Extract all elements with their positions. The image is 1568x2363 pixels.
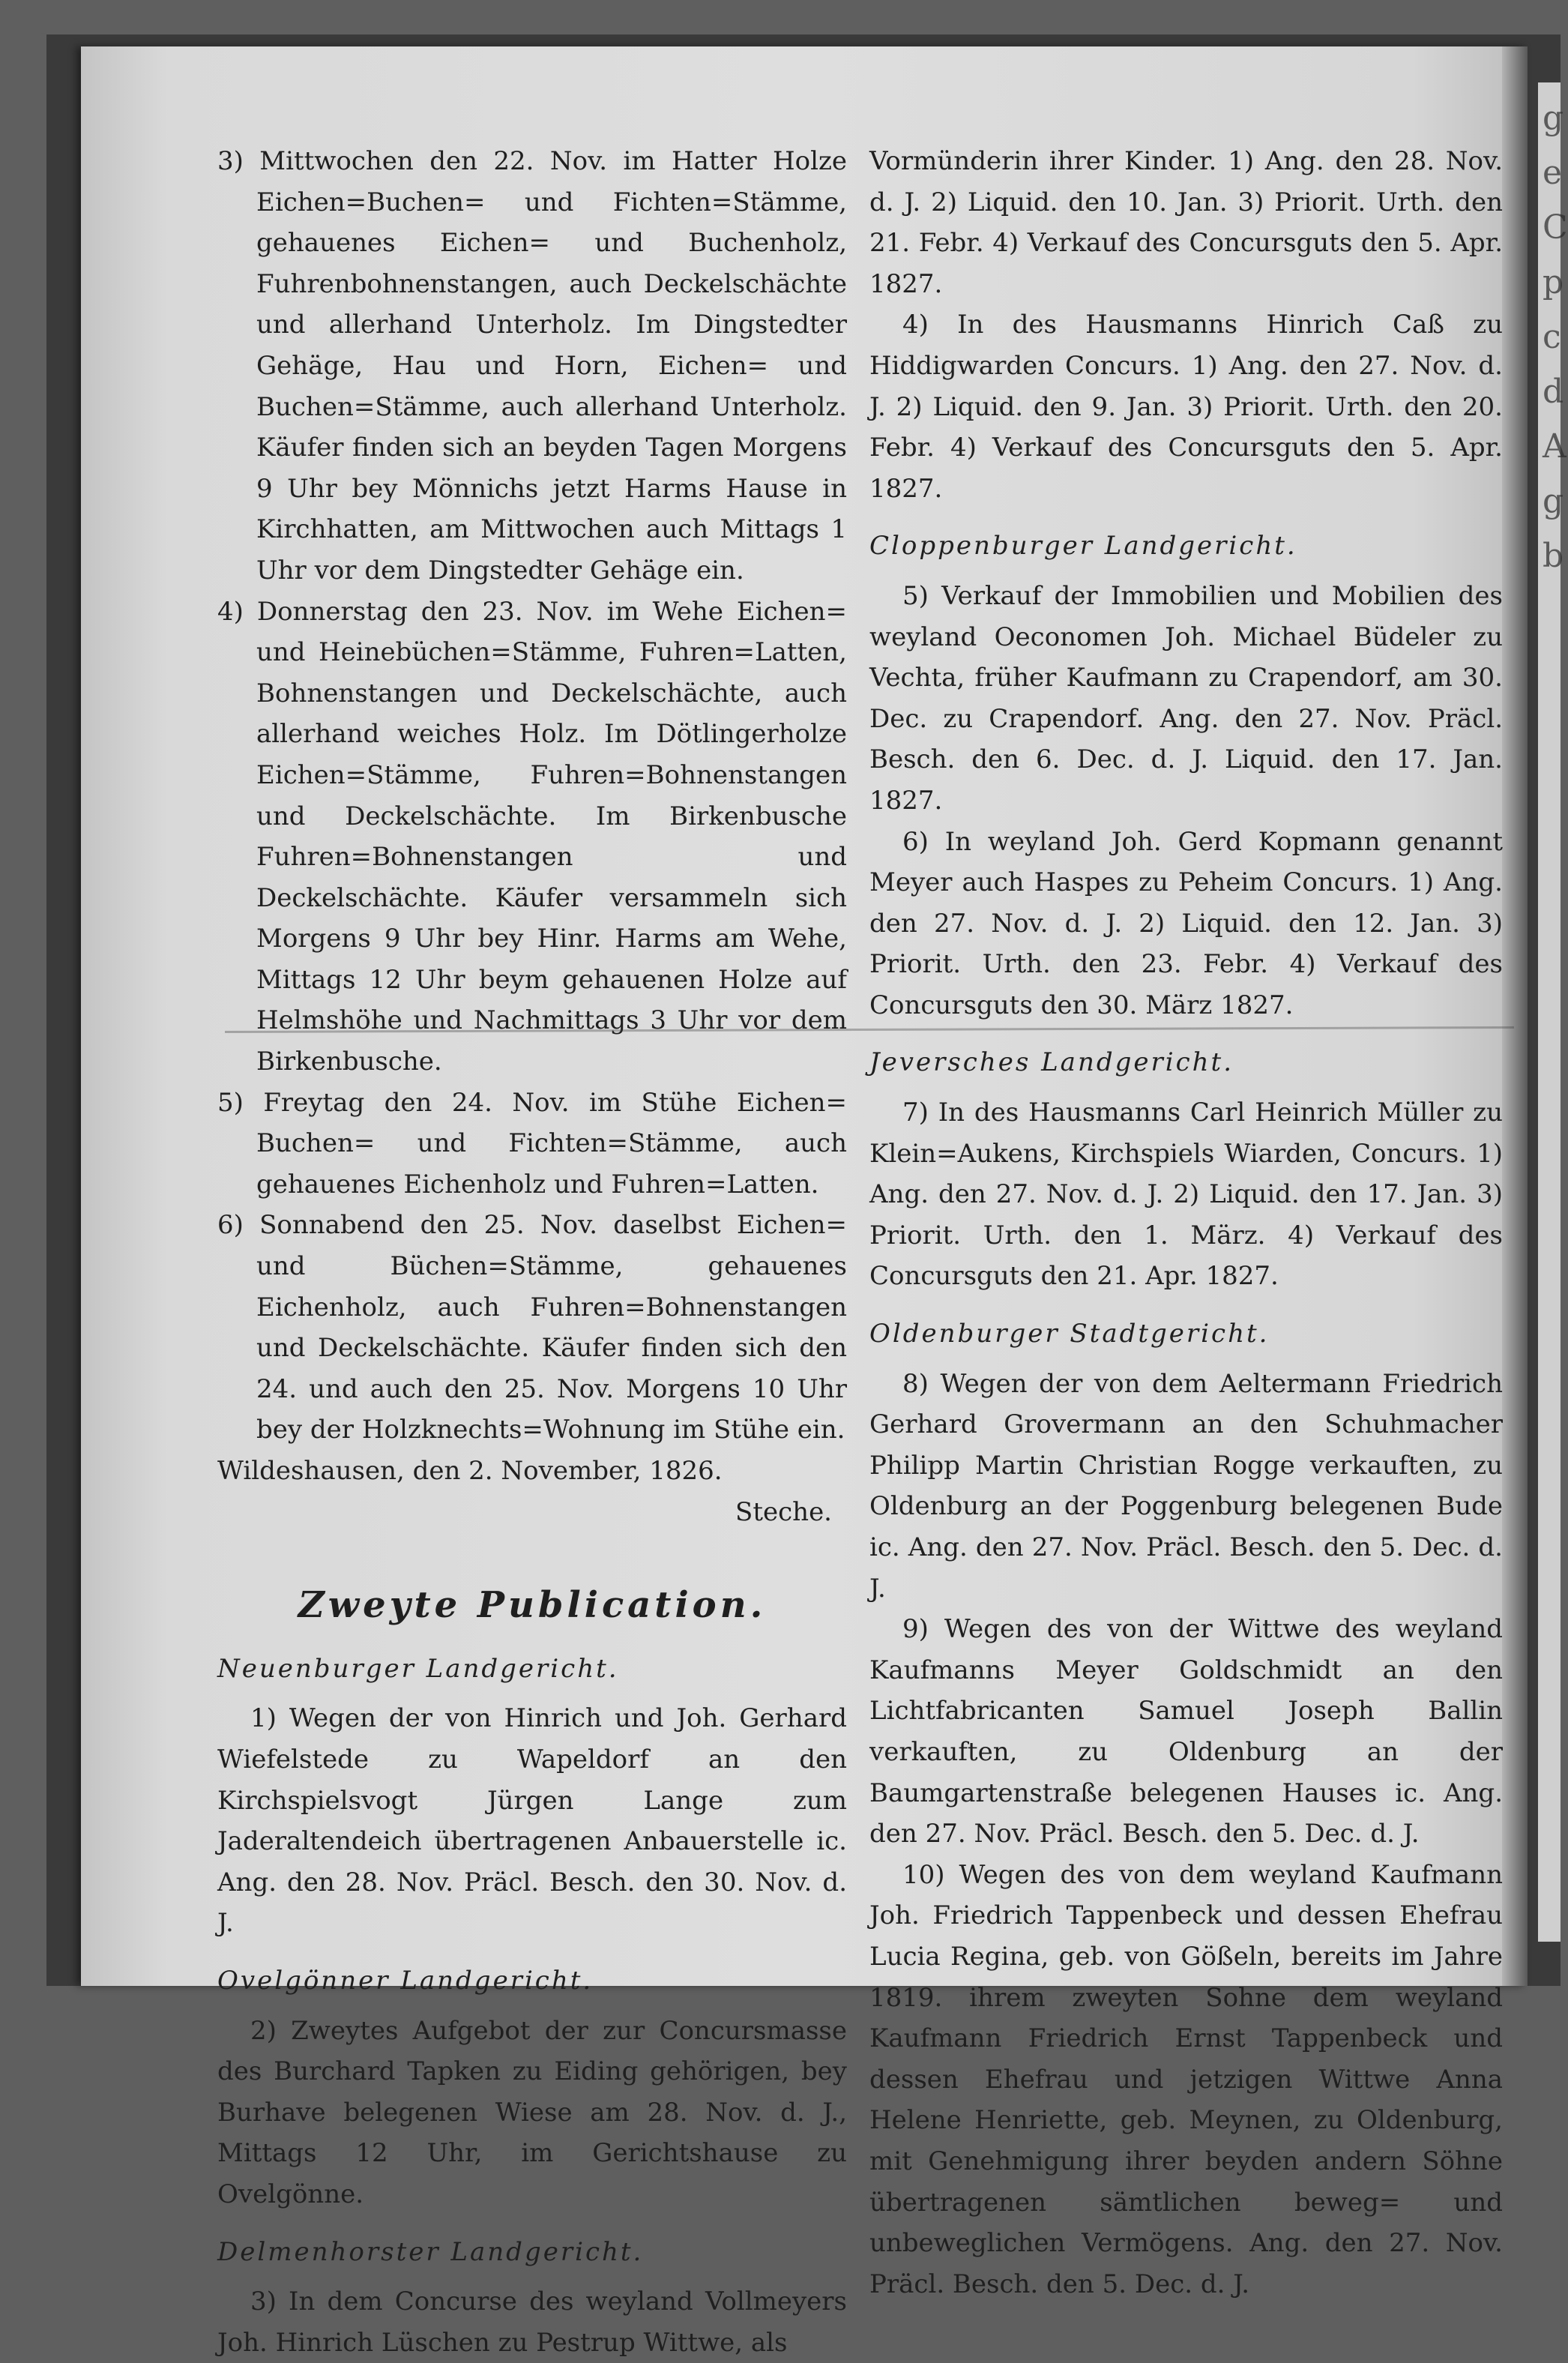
notice-paragraph: 2) Zweytes Aufgebot der zur Concursmasse des Burchard Tapken zu Eiding gehörigen, bey Burhave belegenen Wiese am 28. Nov. d. J., Mittags 12 Uhr, im Gerichtshause zu Ovelgönne. bbox=[217, 2015, 847, 2209]
notice-paragraph: 10) Wegen des von dem weyland Kaufmann Joh. Friedrich Tappenbeck und dessen Ehefrau Lucia Regina, geb. von Gößeln, bereits im Jahre 1819. ihrem zweyten Sohne dem weyland Kaufmann Friedrich Ernst Tappenbeck und dessen Ehefrau und jetzigen Wittwe Anna Helene Henriette, geb. Meynen, zu Oldenburg, mit Genehmigung ihrer beyden andern Söhne übertragenen sämtlichen beweg= und unbeweglichen Vermögens. Ang. den 27. Nov. Präcl. Besch. den 5. Dec. d. J. bbox=[869, 1859, 1503, 2299]
section-heading: Zweyte Publication. bbox=[298, 1584, 767, 1627]
auction-item-6: 6) Sonnabend den 25. Nov. daselbst Eichen= und Büchen=Stämme, gehauenes Eichenholz, auch Fuhren=Bohnenstangen und Deckelschächte. Käufer finden sich den 24. und auch den 25. Nov. Morgens 10 Uhr bey der Holzknechts=Wohnung im Stühe ein. bbox=[217, 1210, 847, 1445]
notice-paragraph: 9) Wegen des von der Wittwe des weyland Kaufmanns Meyer Goldschmidt an den Lichtfabricanten Samuel Joseph Ballin verkauften, zu Oldenburg an der Baumgartenstraße belegenen Hauses ic. Ang. den 27. Nov. Präcl. Besch. den 5. Dec. d. J. bbox=[869, 1614, 1503, 1849]
court-heading: Cloppenburger Landgericht. bbox=[869, 531, 1297, 562]
notice-paragraph: 3) In dem Concurse des weyland Vollmeyers Joh. Hinrich Lüschen zu Pestrup Wittwe, als bbox=[217, 2287, 847, 2358]
next-page-glyph: A bbox=[1543, 427, 1567, 466]
auction-item-3: 3) Mittwochen den 22. Nov. im Hatter Holze Eichen=Buchen= und Fichten=Stämme, gehauenes Eichen= und Buchenholz, Fuhrenbohnenstangen, auch Deckelschächte und allerhand Unterholz. Im Dingstedter Gehäge, Hau und Horn, Eichen= und Buchen=Stämme, auch allerhand Unterholz. Käufer finden sich an beyden Tagen Morgens 9 Uhr bey Mönnichs jetzt Harms Hause in Kirchhatten, am Mittwochen auch Mittags 1 Uhr vor dem Dingstedter Gehäge ein. bbox=[217, 146, 847, 586]
page-gutter bbox=[1502, 46, 1528, 1986]
court-heading: Delmenhorster Landgericht. bbox=[217, 2236, 644, 2267]
next-page-glyph: g bbox=[1543, 99, 1564, 137]
court-heading: Neuenburger Landgericht. bbox=[217, 1653, 619, 1684]
left-column bbox=[217, 141, 847, 2363]
continuation-paragraph: Vormünderin ihrer Kinder. 1) Ang. den 28. Nov. d. J. 2) Liquid. den 10. Jan. 3) Priorit. Urth. den 21. Febr. 4) Verkauf des Concursguts den 5. Apr. 1827. bbox=[869, 146, 1503, 299]
auction-item-5: 5) Freytag den 24. Nov. im Stühe Eichen= Buchen= und Fichten=Stämme, auch gehauenes Eichenholz und Fuhren=Latten. bbox=[217, 1087, 847, 1199]
notice-paragraph: 5) Verkauf der Immobilien und Mobilien des weyland Oeconomen Joh. Michael Büdeler zu Vechta, früher Kaufmann zu Crapendorf, am 30. Dec. zu Crapendorf. Ang. den 27. Nov. Präcl. Besch. den 6. Dec. d. J. Liquid. den 17. Jan. 1827. bbox=[869, 580, 1503, 816]
notice-paragraph: 4) In des Hausmanns Hinrich Caß zu Hiddigwarden Concurs. 1) Ang. den 27. Nov. d. J. 2) Liquid. den 9. Jan. 3) Priorit. Urth. den 20. Febr. 4) Verkauf des Concursguts den 5. Apr. 1827. bbox=[869, 310, 1503, 504]
next-page-glyph: b bbox=[1543, 537, 1564, 575]
notice-paragraph: 1) Wegen der von Hinrich und Joh. Gerhard Wiefelstede zu Wapeldorf an den Kirchspielsvogt Jürgen Lange zum Jaderaltendeich übertragenen Anbauerstelle ic. Ang. den 28. Nov. Präcl. Besch. den 30. Nov. d. J. bbox=[217, 1703, 847, 1939]
notice-paragraph: 7) In des Hausmanns Carl Heinrich Müller zu Klein=Aukens, Kirchspiels Wiarden, Concurs. 1) Ang. den 27. Nov. d. J. 2) Liquid. den 17. Jan. 3) Priorit. Urth. den 1. März. 4) Verkauf des Concursguts den 21. Apr. 1827. bbox=[869, 1098, 1503, 1292]
right-column bbox=[869, 141, 1503, 2305]
next-page-glyph: c bbox=[1543, 318, 1561, 356]
notice-paragraph: 8) Wegen der von dem Aeltermann Friedrich Gerhard Grovermann an den Schuhmacher Philipp Martin Christian Rogge verkauften, zu Oldenburg an der Poggenburg belegenen Bude ic. Ang. den 27. Nov. Präcl. Besch. den 5. Dec. d. J. bbox=[869, 1368, 1503, 1604]
next-page-edge bbox=[1538, 82, 1568, 1942]
court-heading: Oldenburger Stadtgericht. bbox=[869, 1319, 1270, 1349]
place-date: Wildeshausen, den 2. November, 1826. bbox=[217, 1456, 723, 1486]
court-heading: Ovelgönner Landgericht. bbox=[217, 1965, 594, 1996]
signature: Steche. bbox=[735, 1496, 832, 1527]
next-page-glyph: C bbox=[1543, 208, 1568, 247]
next-page-glyph: p bbox=[1543, 263, 1564, 301]
auction-item-4: 4) Donnerstag den 23. Nov. im Wehe Eichen= und Heinebüchen=Stämme, Fuhren=Latten, Bohnenstangen und Deckelschächte, auch allerhand weiches Holz. Im Dötlingerholze Eichen=Stämme, Fuhren=Bohnenstangen und Deckelschächte. Im Birkenbusche Fuhren=Bohnenstangen und Deckelschächte. Käufer versammeln sich Morgens 9 Uhr bey Hinr. Harms am Wehe, Mittags 12 Uhr beym gehauenen Holze auf Helmshöhe und Nachmittags 3 Uhr vor dem Birkenbusche. bbox=[217, 596, 847, 1077]
notice-paragraph: 6) In weyland Joh. Gerd Kopmann genannt Meyer auch Haspes zu Peheim Concurs. 1) Ang. den 27. Nov. d. J. 2) Liquid. den 12. Jan. 3) Priorit. Urth. den 23. Febr. 4) Verkauf des Concursguts den 30. März 1827. bbox=[869, 826, 1503, 1020]
next-page-glyph: e bbox=[1543, 154, 1563, 192]
court-heading: Jeversches Landgericht. bbox=[869, 1047, 1234, 1078]
next-page-glyph: g bbox=[1543, 482, 1564, 520]
next-page-glyph: d bbox=[1543, 373, 1564, 411]
